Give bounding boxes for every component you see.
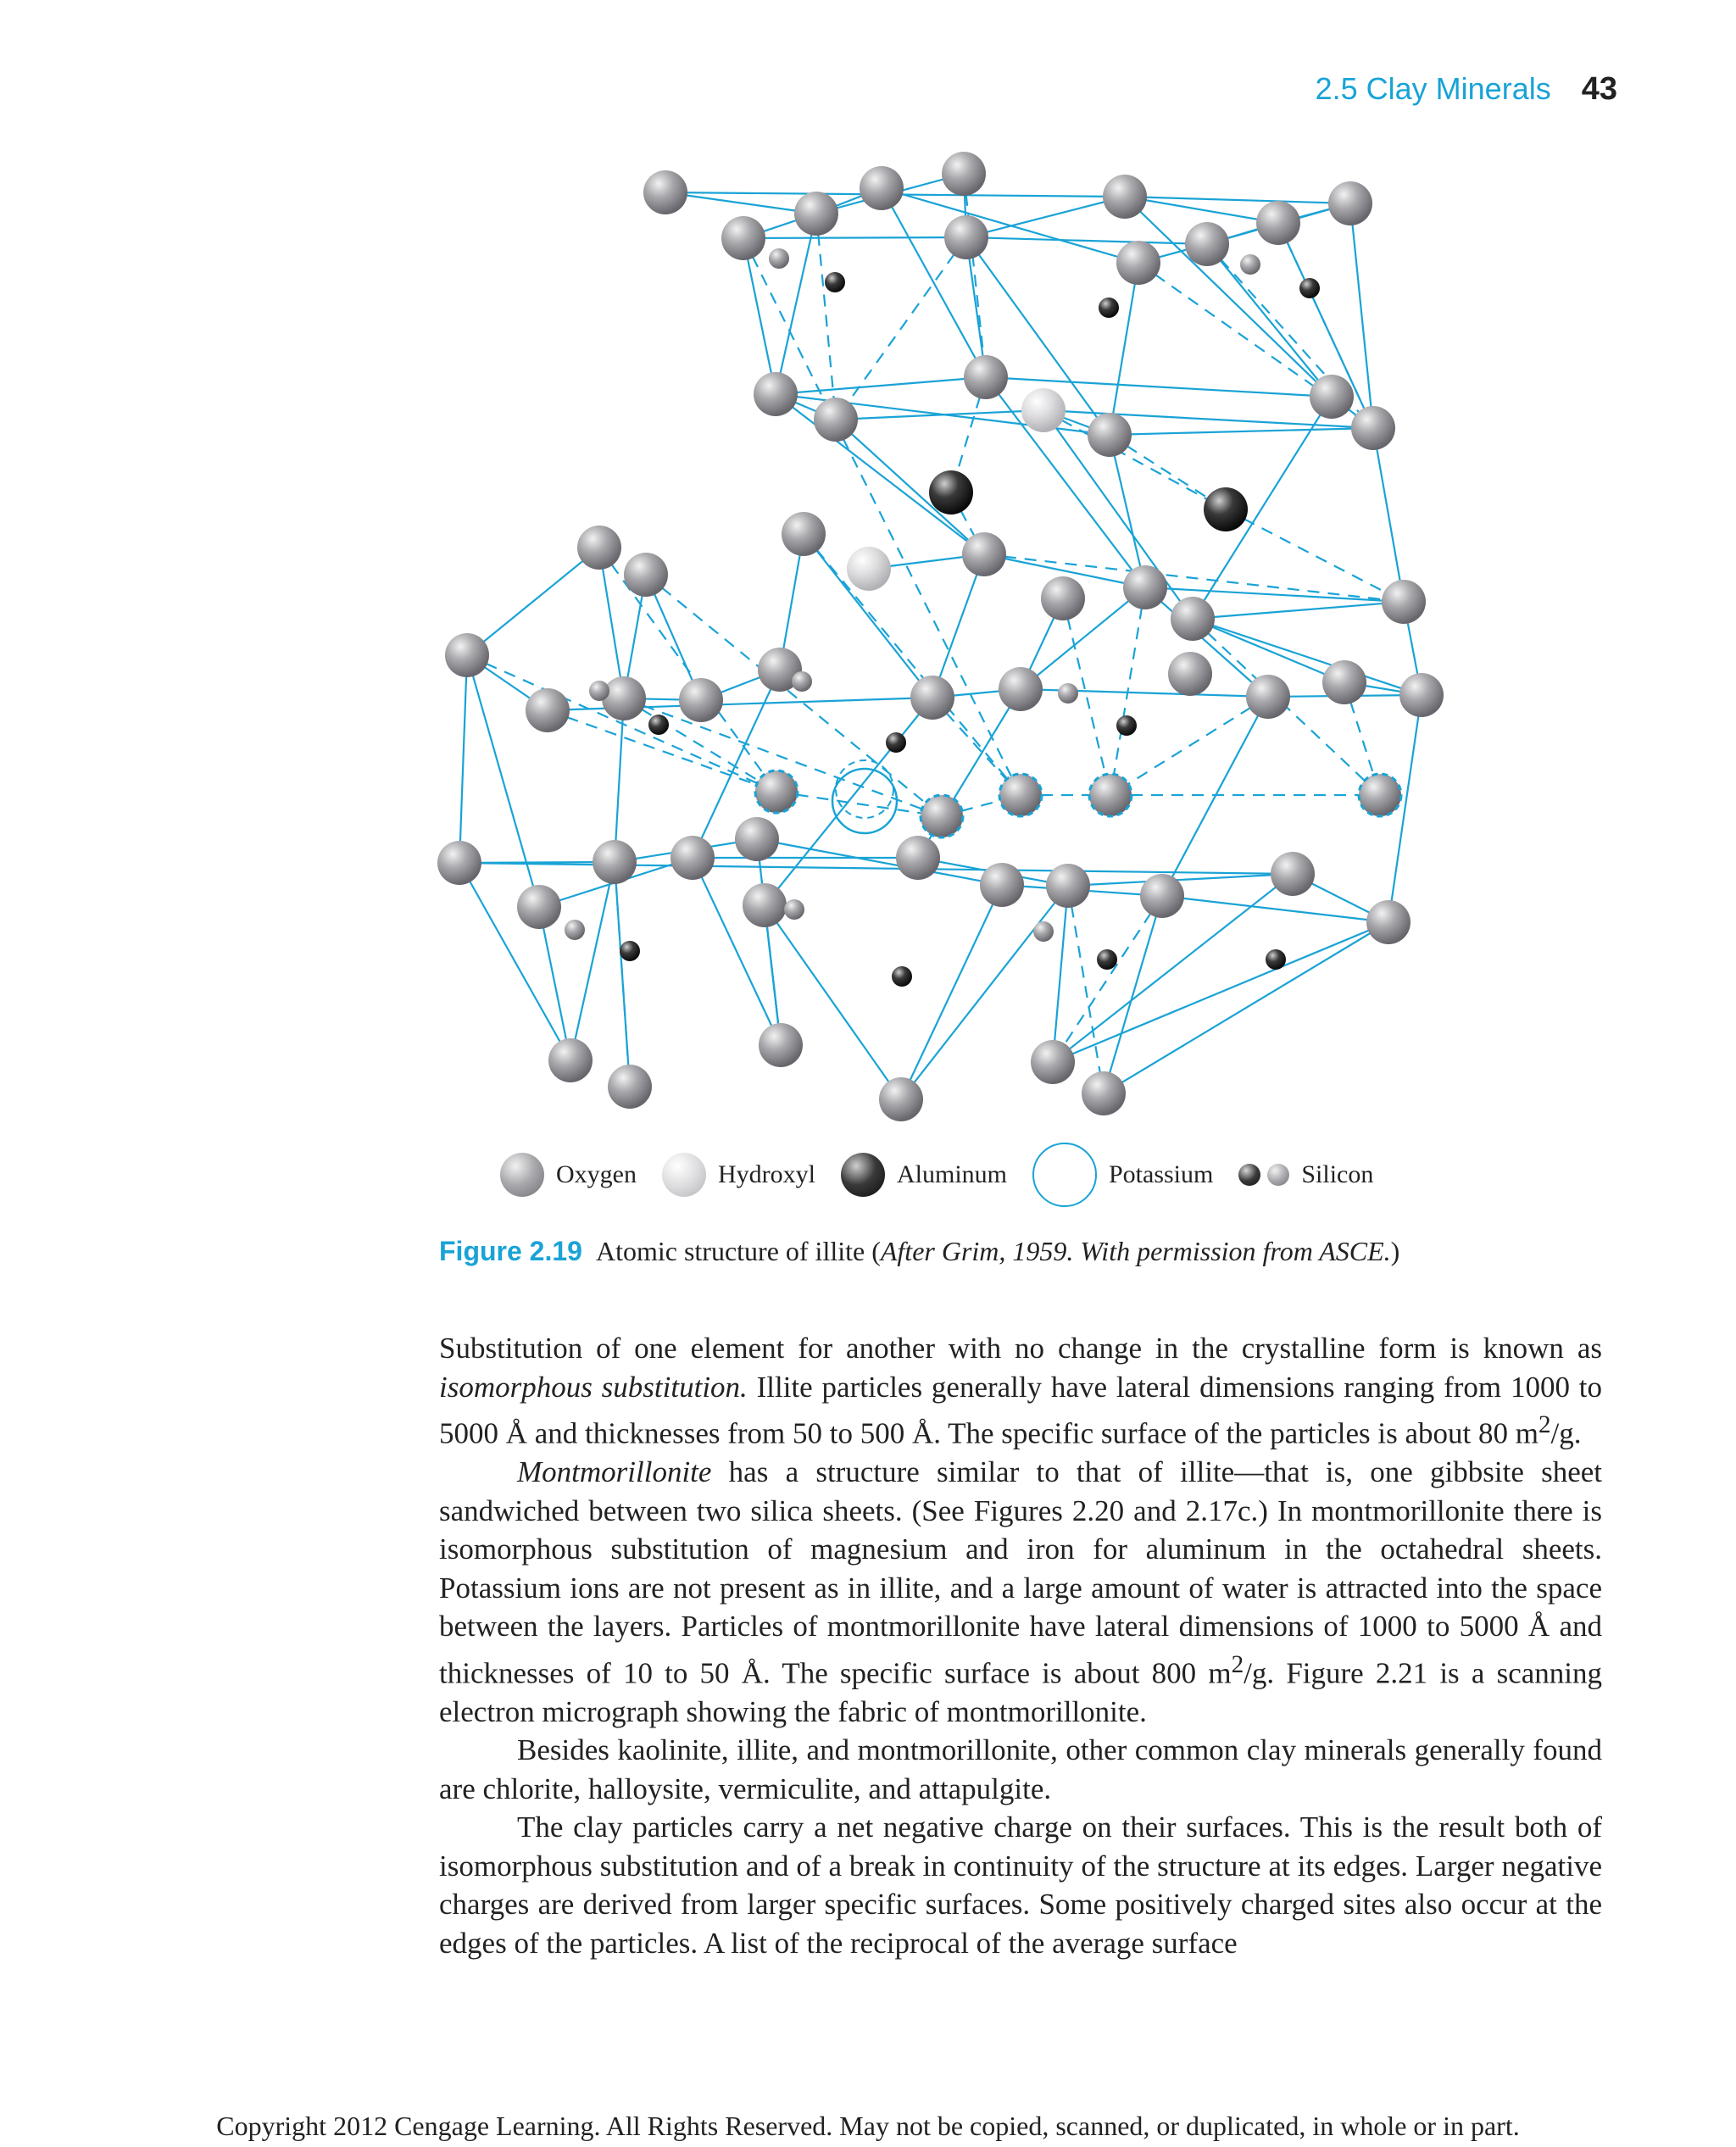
oxygen-atom	[1382, 580, 1426, 624]
bond-line	[776, 214, 816, 394]
figure-caption	[439, 1236, 1399, 1267]
oxygen-atom	[743, 883, 787, 927]
oxygen-atom	[679, 678, 723, 722]
silicon-atom	[1033, 921, 1054, 942]
bond-line	[966, 197, 1125, 237]
oxygen-atom	[999, 667, 1043, 711]
silicon-atom	[1097, 949, 1117, 970]
oxygen-atom	[1271, 852, 1315, 896]
legend-aluminum-label: Aluminum	[896, 1160, 1007, 1188]
oxygen-atom	[593, 840, 637, 884]
oxygen-atom	[944, 215, 988, 259]
p2-text-b: has a structure similar to that of illite—that is, one gibbsite sheet sandwiched between two silica sheets. (See Figures 2.20 and 2.17c.) In montmorillonite there is isomorphous substitution of magnesium and iron for aluminum in the octahedral sheets. Potassium ions are not present as in illite, and a large amount of water is attracted into the space between the layers. Particles of montmorillonite have lateral dimensions of 1000 to 5000 Å and thicknesses of 10 to 50 Å. The specific surface is about 800 m	[439, 1455, 1602, 1690]
oxygen-atom	[1366, 900, 1410, 944]
paragraph-4: The clay particles carry a net negative charge on their surfaces. This is the result both of isomorphous substitution and of a break in continuity of the structure at its edges. Larger negative charges are derived from larger specific surfaces. Some positively charged sites also occur at the edges of the particles. A list of the reciprocal of the average surface	[439, 1810, 1602, 1960]
bond-line	[743, 237, 966, 238]
bond-line	[459, 863, 1293, 874]
silicon-atom-dark-icon	[1238, 1164, 1260, 1186]
bond-line	[836, 237, 966, 420]
oxygen-atom	[437, 841, 481, 885]
bond-line	[1373, 428, 1404, 602]
bond-line	[1207, 244, 1332, 397]
p2-superscript: 2	[1231, 1650, 1244, 1678]
oxygen-atom	[754, 372, 798, 416]
oxygen-atom	[964, 355, 1008, 399]
paragraph-2	[439, 1453, 1602, 1731]
bond-line	[765, 905, 901, 1099]
silicon-atom	[1116, 715, 1137, 736]
oxygen-atom	[814, 398, 858, 442]
oxygen-atom	[1088, 413, 1132, 457]
p2-term: Montmorillonite	[517, 1455, 712, 1489]
aluminum-atom	[1204, 487, 1248, 531]
figure-legend	[500, 1143, 1399, 1207]
p1-text-a: Substitution of one element for another with no change in the crystalline form is known as	[439, 1332, 1602, 1365]
p2-text-c: /g. Figure 2.21 is a scanning electron micrograph showing the fabric of montmorillonite.	[439, 1656, 1602, 1728]
paragraph-3: Besides kaolinite, illite, and montmorillonite, other common clay minerals generally found are chlorite, halloysite, vermiculite, and attapulgite.	[439, 1733, 1602, 1805]
silicon-atom	[1299, 278, 1320, 298]
oxygen-atom	[643, 170, 687, 214]
silicon-atom	[589, 681, 609, 701]
oxygen-atom	[670, 836, 715, 880]
bond-line	[776, 377, 986, 394]
oxygen-atom	[860, 166, 904, 210]
bond-line	[599, 548, 624, 698]
silicon-atom	[1240, 254, 1260, 275]
oxygen-atom	[942, 152, 986, 196]
bond-line	[1043, 410, 1226, 509]
aluminum-atom	[929, 470, 973, 515]
oxygen-atom	[1082, 1071, 1126, 1115]
figure-number: Figure 2.19	[439, 1236, 582, 1266]
oxygen-atom	[624, 553, 668, 597]
bond-line	[1110, 697, 1268, 795]
oxygen-atom	[517, 885, 561, 929]
legend-potassium	[1032, 1143, 1213, 1207]
bond-line	[1193, 619, 1422, 695]
caption-close: )	[1390, 1236, 1400, 1266]
oxygen-atom	[962, 532, 1006, 576]
bond-line	[932, 554, 984, 698]
bond-line	[964, 174, 986, 377]
silicon-atom-light-icon	[1267, 1164, 1289, 1186]
bond-line	[570, 862, 615, 1060]
bond-line	[1053, 922, 1388, 1062]
bond-line	[1110, 428, 1373, 435]
oxygen-atom	[1103, 175, 1147, 219]
bond-line	[599, 548, 776, 792]
paragraph-1	[439, 1329, 1602, 1453]
oxygen-atom	[1246, 675, 1290, 719]
caption-text: Atomic structure of illite (	[595, 1236, 881, 1266]
legend-oxygen	[500, 1153, 637, 1197]
bond-line	[1162, 697, 1268, 896]
bond-line	[757, 839, 1002, 885]
silicon-atom	[1058, 683, 1078, 704]
oxygen-atom	[1322, 660, 1366, 704]
aluminum-atom-icon	[841, 1153, 885, 1197]
oxygen-atom	[1123, 565, 1167, 609]
oxygen-atom	[980, 863, 1024, 907]
bond-line	[1226, 509, 1404, 602]
oxygen-atom	[548, 1038, 593, 1082]
oxygen-atom	[1116, 241, 1160, 285]
oxygen-atom	[526, 688, 570, 732]
oxygen-atom	[735, 817, 779, 861]
legend-oxygen-label: Oxygen	[556, 1160, 637, 1188]
bond-line	[901, 885, 1002, 1099]
silicon-atom	[792, 671, 812, 692]
bond-line	[1162, 896, 1388, 922]
caption-source: After Grim, 1959. With permission from ASCE.	[880, 1236, 1391, 1266]
silicon-atom	[565, 920, 585, 940]
illite-structure-diagram	[424, 144, 1475, 1144]
legend-silicon	[1238, 1160, 1373, 1189]
bond-line	[665, 192, 816, 214]
bond-line	[1021, 689, 1268, 697]
oxygen-atom	[782, 512, 826, 556]
oxygen-atom	[1031, 1040, 1075, 1084]
illite-structure-figure	[424, 144, 1475, 1144]
bond-line	[459, 655, 467, 863]
oxygen-atom	[602, 676, 646, 720]
oxygen-atom	[445, 633, 489, 677]
oxygen-atom	[1168, 652, 1212, 696]
oxygen-atom	[608, 1065, 652, 1109]
oxygen-atom	[910, 676, 954, 720]
oxygen-atom	[879, 1077, 923, 1121]
oxygen-atom	[1256, 201, 1300, 245]
bond-line	[1053, 886, 1068, 1062]
p1-superscript: 2	[1538, 1411, 1551, 1438]
silicon-atom	[784, 899, 804, 920]
hydroxyl-atom	[1021, 388, 1066, 432]
silicon-atom	[1099, 298, 1119, 318]
legend-hydroxyl	[662, 1153, 815, 1197]
bond-line	[1193, 602, 1404, 619]
copyright-footer: Copyright 2012 Cengage Learning. All Rights Reserved. May not be copied, scanned, or duplicated, in whole or in part.	[216, 2111, 1520, 2141]
oxygen-atom	[1185, 222, 1229, 266]
oxygen-atom	[577, 526, 621, 570]
body-text	[439, 1329, 1602, 1962]
bond-line	[882, 188, 1138, 263]
hydroxyl-atom-icon	[662, 1153, 706, 1197]
hydroxyl-atom	[847, 547, 891, 591]
oxygen-atom	[794, 192, 838, 236]
legend-silicon-label: Silicon	[1301, 1160, 1374, 1188]
oxygen-atom	[1041, 576, 1085, 620]
oxygen-atom	[759, 1023, 803, 1067]
section-title: 2.5 Clay Minerals	[1315, 71, 1551, 106]
bond-line	[1350, 203, 1373, 428]
bond-line	[1053, 896, 1162, 1062]
silicon-atom	[1266, 949, 1286, 970]
oxygen-atom	[1351, 406, 1395, 450]
p1-text-d: /g.	[1550, 1416, 1582, 1450]
bond-line	[1110, 263, 1138, 435]
running-header	[1316, 71, 1617, 108]
legend-potassium-label: Potassium	[1109, 1160, 1214, 1188]
oxygen-atom	[1171, 597, 1215, 641]
p1-text-c: Illite particles generally have lateral dimensions ranging from 1000 to 5000 Å and thicknesses from 50 to 500 Å. The specific surface of the particles is about 80 m	[439, 1370, 1602, 1450]
bond-line	[467, 655, 776, 792]
oxygen-atom	[1399, 673, 1444, 717]
legend-hydroxyl-label: Hydroxyl	[717, 1160, 815, 1188]
bond-line	[467, 548, 599, 655]
oxygen-atom	[1046, 864, 1090, 908]
silicon-atom	[769, 248, 789, 269]
oxygen-atom	[1328, 181, 1372, 225]
page-number: 43	[1581, 71, 1617, 107]
silicon-atom	[886, 732, 906, 753]
oxygen-atom	[1140, 874, 1184, 918]
silicon-atom	[620, 941, 640, 961]
oxygen-atom	[896, 836, 940, 880]
silicon-atom	[825, 272, 845, 292]
oxygen-atom-icon	[500, 1153, 544, 1197]
silicon-atom	[648, 715, 669, 735]
p1-term: isomorphous substitution.	[439, 1370, 748, 1404]
oxygen-atom	[721, 216, 765, 260]
legend-aluminum	[841, 1153, 1007, 1197]
oxygen-atom	[1310, 375, 1354, 419]
potassium-atom-icon	[1032, 1143, 1097, 1207]
bond-line	[1125, 197, 1332, 397]
silicon-atom	[892, 966, 912, 987]
